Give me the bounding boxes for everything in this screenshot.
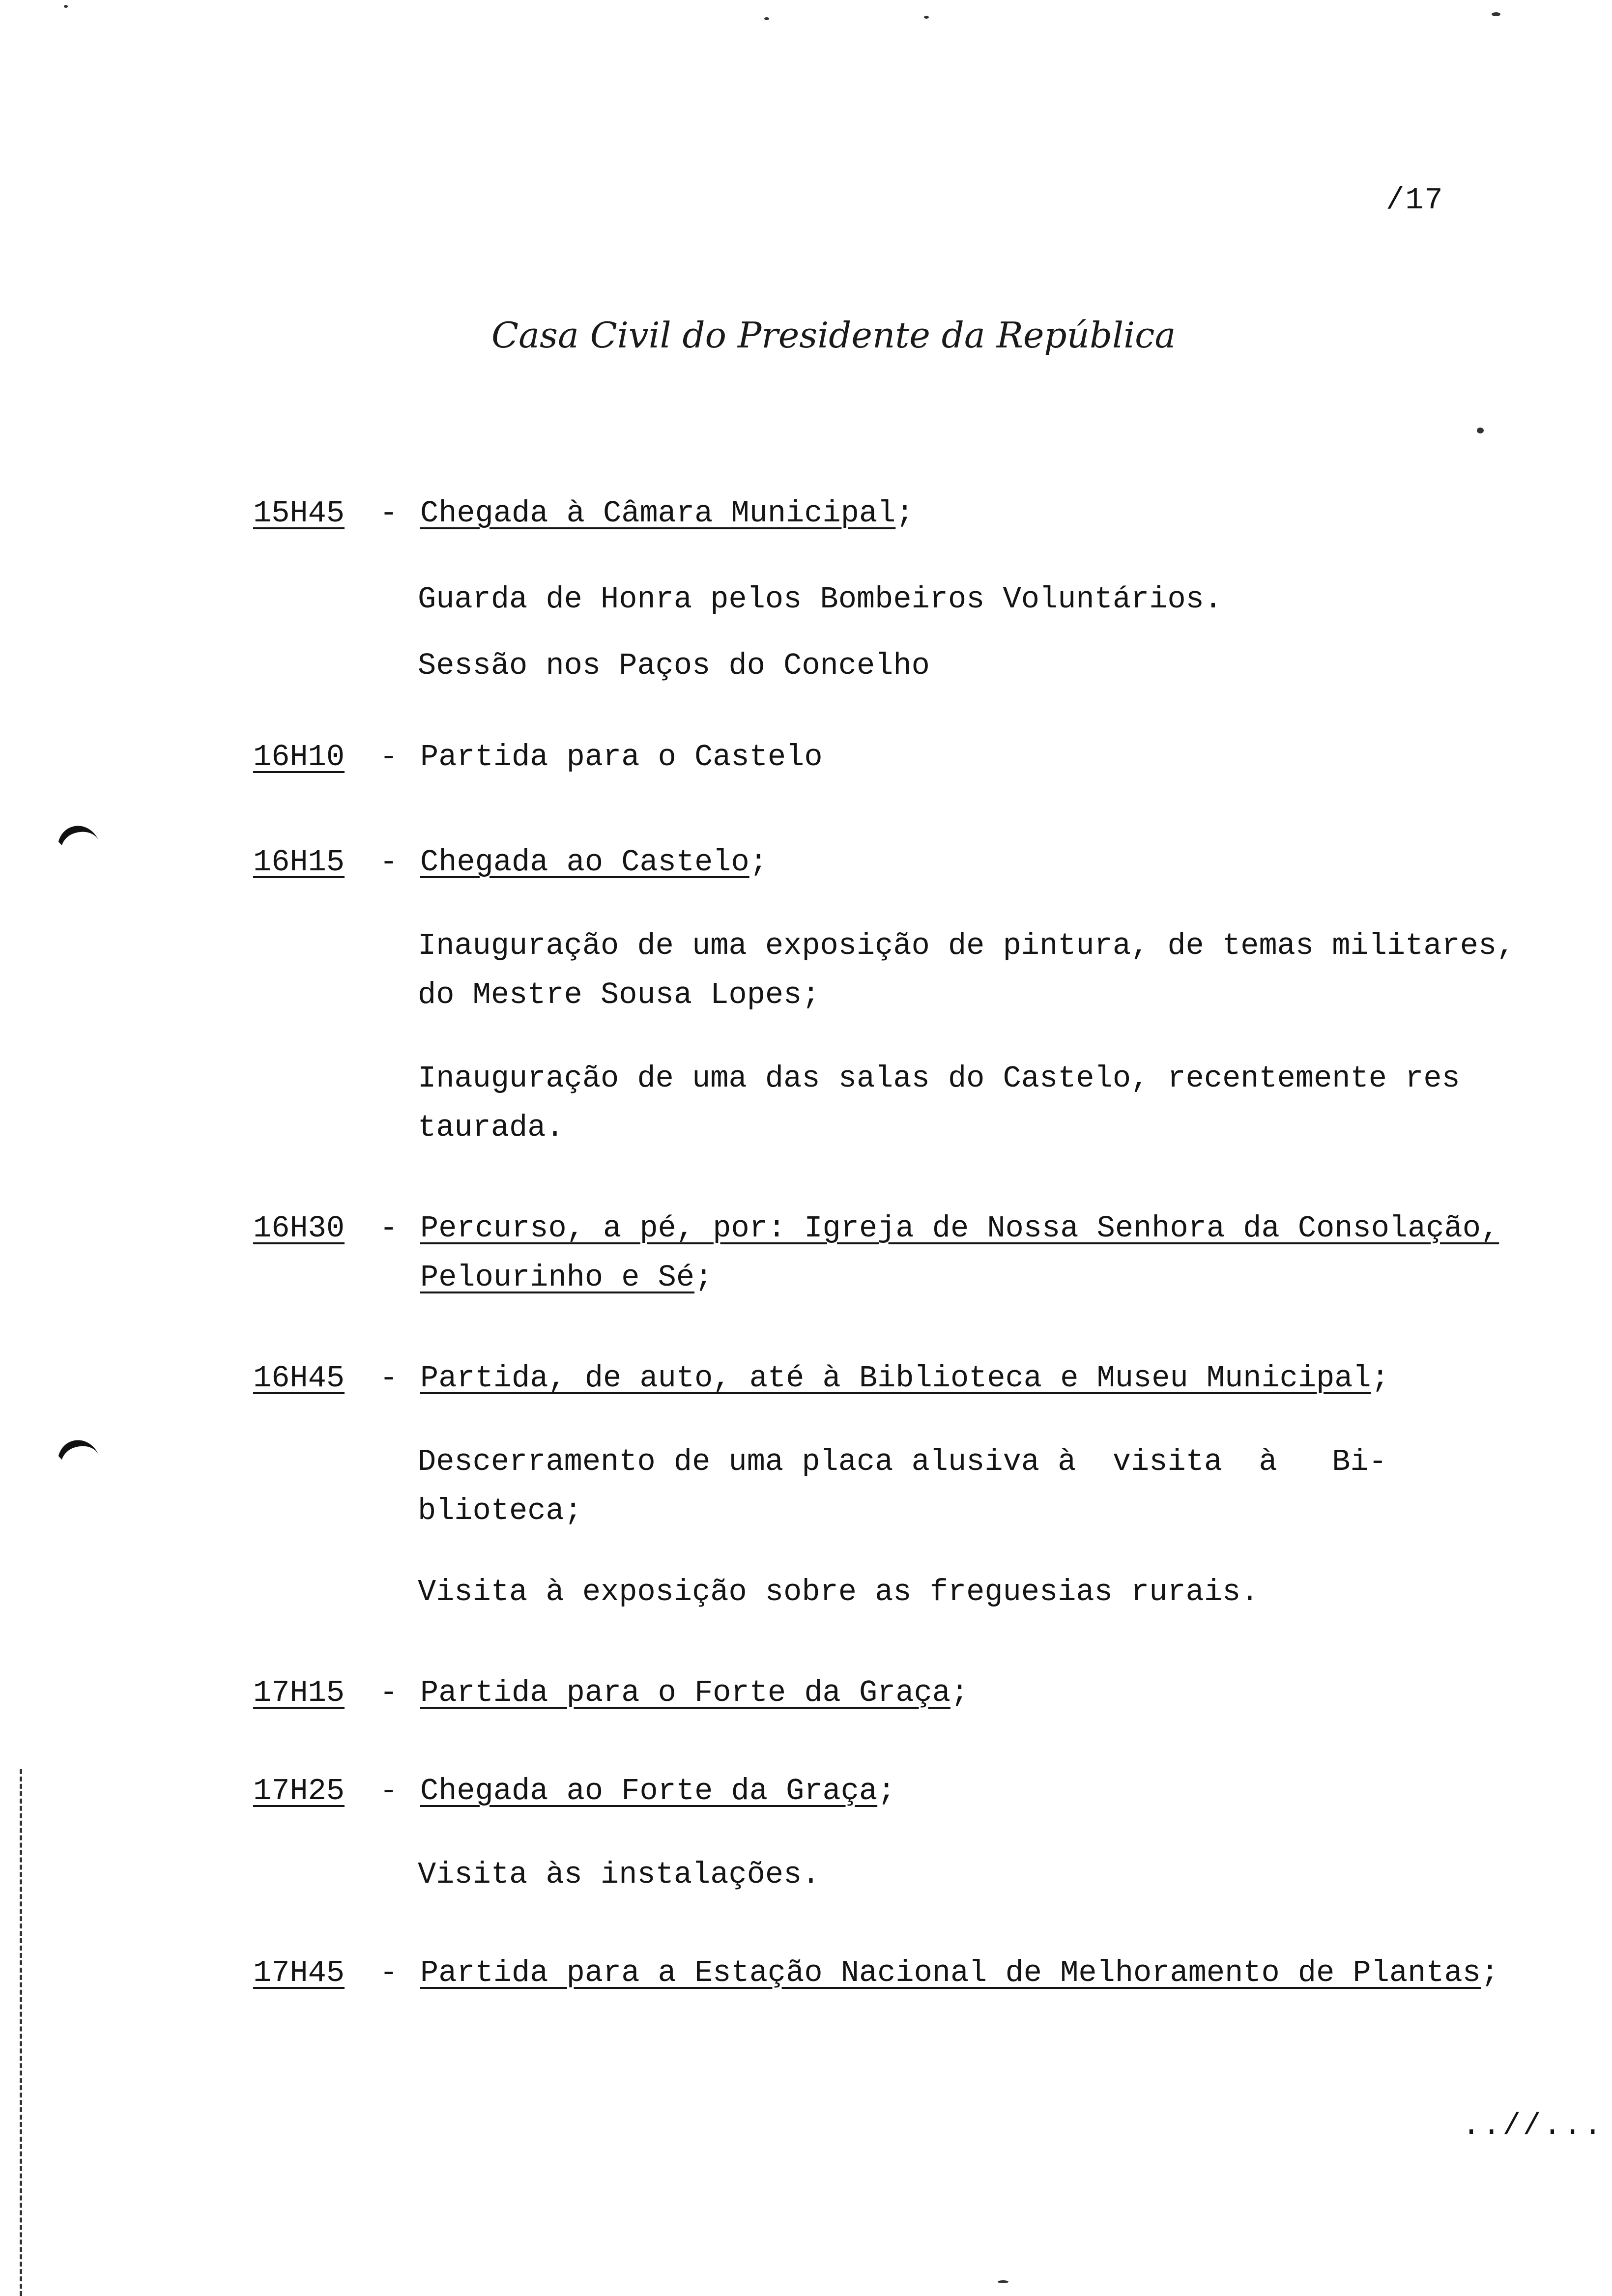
letterhead: Casa Civil do Presidente da República — [491, 315, 1176, 356]
entry-detail: Visita à exposição sobre as freguesias rurais. — [418, 1575, 1259, 1609]
schedule-entry — [253, 740, 1605, 775]
entry-detail: blioteca; — [418, 1493, 582, 1528]
entry-dash: - — [379, 496, 398, 531]
entry-detail: do Mestre Sousa Lopes; — [418, 977, 820, 1012]
schedule-entry — [253, 1668, 1605, 1718]
punch-hole-mark — [52, 820, 107, 878]
scan-speck — [1477, 428, 1484, 433]
entry-dash: - — [379, 1955, 398, 1990]
entry-title: Percurso, a pé, por: Igreja de Nossa Senhora da Consolação, — [420, 1211, 1499, 1246]
entry-time: 17H25 — [253, 1774, 345, 1808]
page-number: /17 — [1386, 183, 1444, 218]
entry-dash: - — [379, 1211, 398, 1246]
entry-title: Partida, de auto, até à Biblioteca e Museu Municipal — [420, 1361, 1371, 1396]
punch-hole-mark — [52, 1434, 107, 1492]
entry-suffix: ; — [895, 496, 914, 531]
entry-dash: - — [379, 1675, 398, 1710]
entry-detail: Guarda de Honra pelos Bombeiros Voluntários. — [418, 582, 1223, 617]
entry-detail: Inauguração de uma das salas do Castelo, recentemente res — [418, 1061, 1460, 1096]
entry-title: Chegada à Câmara Municipal — [420, 496, 896, 531]
entry-detail: taurada. — [418, 1110, 564, 1145]
scan-speck — [998, 2280, 1008, 2283]
entry-dash: - — [379, 845, 398, 880]
schedule-entry — [253, 1204, 1605, 1302]
entry-time: 16H30 — [253, 1211, 345, 1246]
entry-title: Partida para o Castelo — [420, 740, 823, 775]
entry-suffix: ; — [950, 1675, 969, 1710]
entry-suffix: ; — [749, 845, 768, 880]
entry-detail: Visita às instalações. — [418, 1857, 820, 1892]
schedule-entry — [253, 1354, 1605, 1403]
entry-time: 16H45 — [253, 1361, 345, 1396]
entry-dash: - — [379, 740, 398, 775]
scan-speck — [924, 16, 929, 19]
schedule-entry — [253, 1767, 1605, 1816]
entry-time: 17H15 — [253, 1675, 345, 1710]
entry-time: 15H45 — [253, 496, 345, 531]
entry-suffix: ; — [1371, 1361, 1389, 1396]
entry-detail: Inauguração de uma exposição de pintura, de temas militares, — [418, 928, 1515, 963]
entry-dash: - — [379, 1361, 398, 1396]
scan-speck — [764, 17, 769, 20]
entry-title: Partida para a Estação Nacional de Melhoramento de Plantas — [420, 1955, 1481, 1990]
binding-edge-mark — [20, 1769, 25, 2296]
entry-time: 16H10 — [253, 740, 345, 775]
entry-detail: Descerramento de uma placa alusiva à visita à Bi- — [418, 1444, 1387, 1479]
continued-marker: ..//... — [1462, 2108, 1604, 2143]
entry-title-continued: Pelourinho e Sé — [420, 1260, 695, 1295]
schedule-entry — [253, 489, 1605, 538]
scan-speck — [1492, 12, 1500, 16]
entry-title: Chegada ao Castelo — [420, 845, 749, 880]
schedule-entry — [253, 1949, 1605, 1998]
entry-suffix: ; — [877, 1774, 896, 1808]
entry-title: Chegada ao Forte da Graça — [420, 1774, 878, 1808]
entry-dash: - — [379, 1774, 398, 1808]
schedule-entry — [253, 838, 1605, 887]
entry-time: 17H45 — [253, 1955, 345, 1990]
entry-suffix: ; — [694, 1260, 713, 1295]
entry-detail: Sessão nos Paços do Concelho — [418, 648, 930, 683]
entry-title: Partida para o Forte da Graça — [420, 1675, 950, 1710]
entry-time: 16H15 — [253, 845, 345, 880]
scan-speck — [64, 5, 68, 8]
entry-suffix: ; — [1480, 1955, 1499, 1990]
